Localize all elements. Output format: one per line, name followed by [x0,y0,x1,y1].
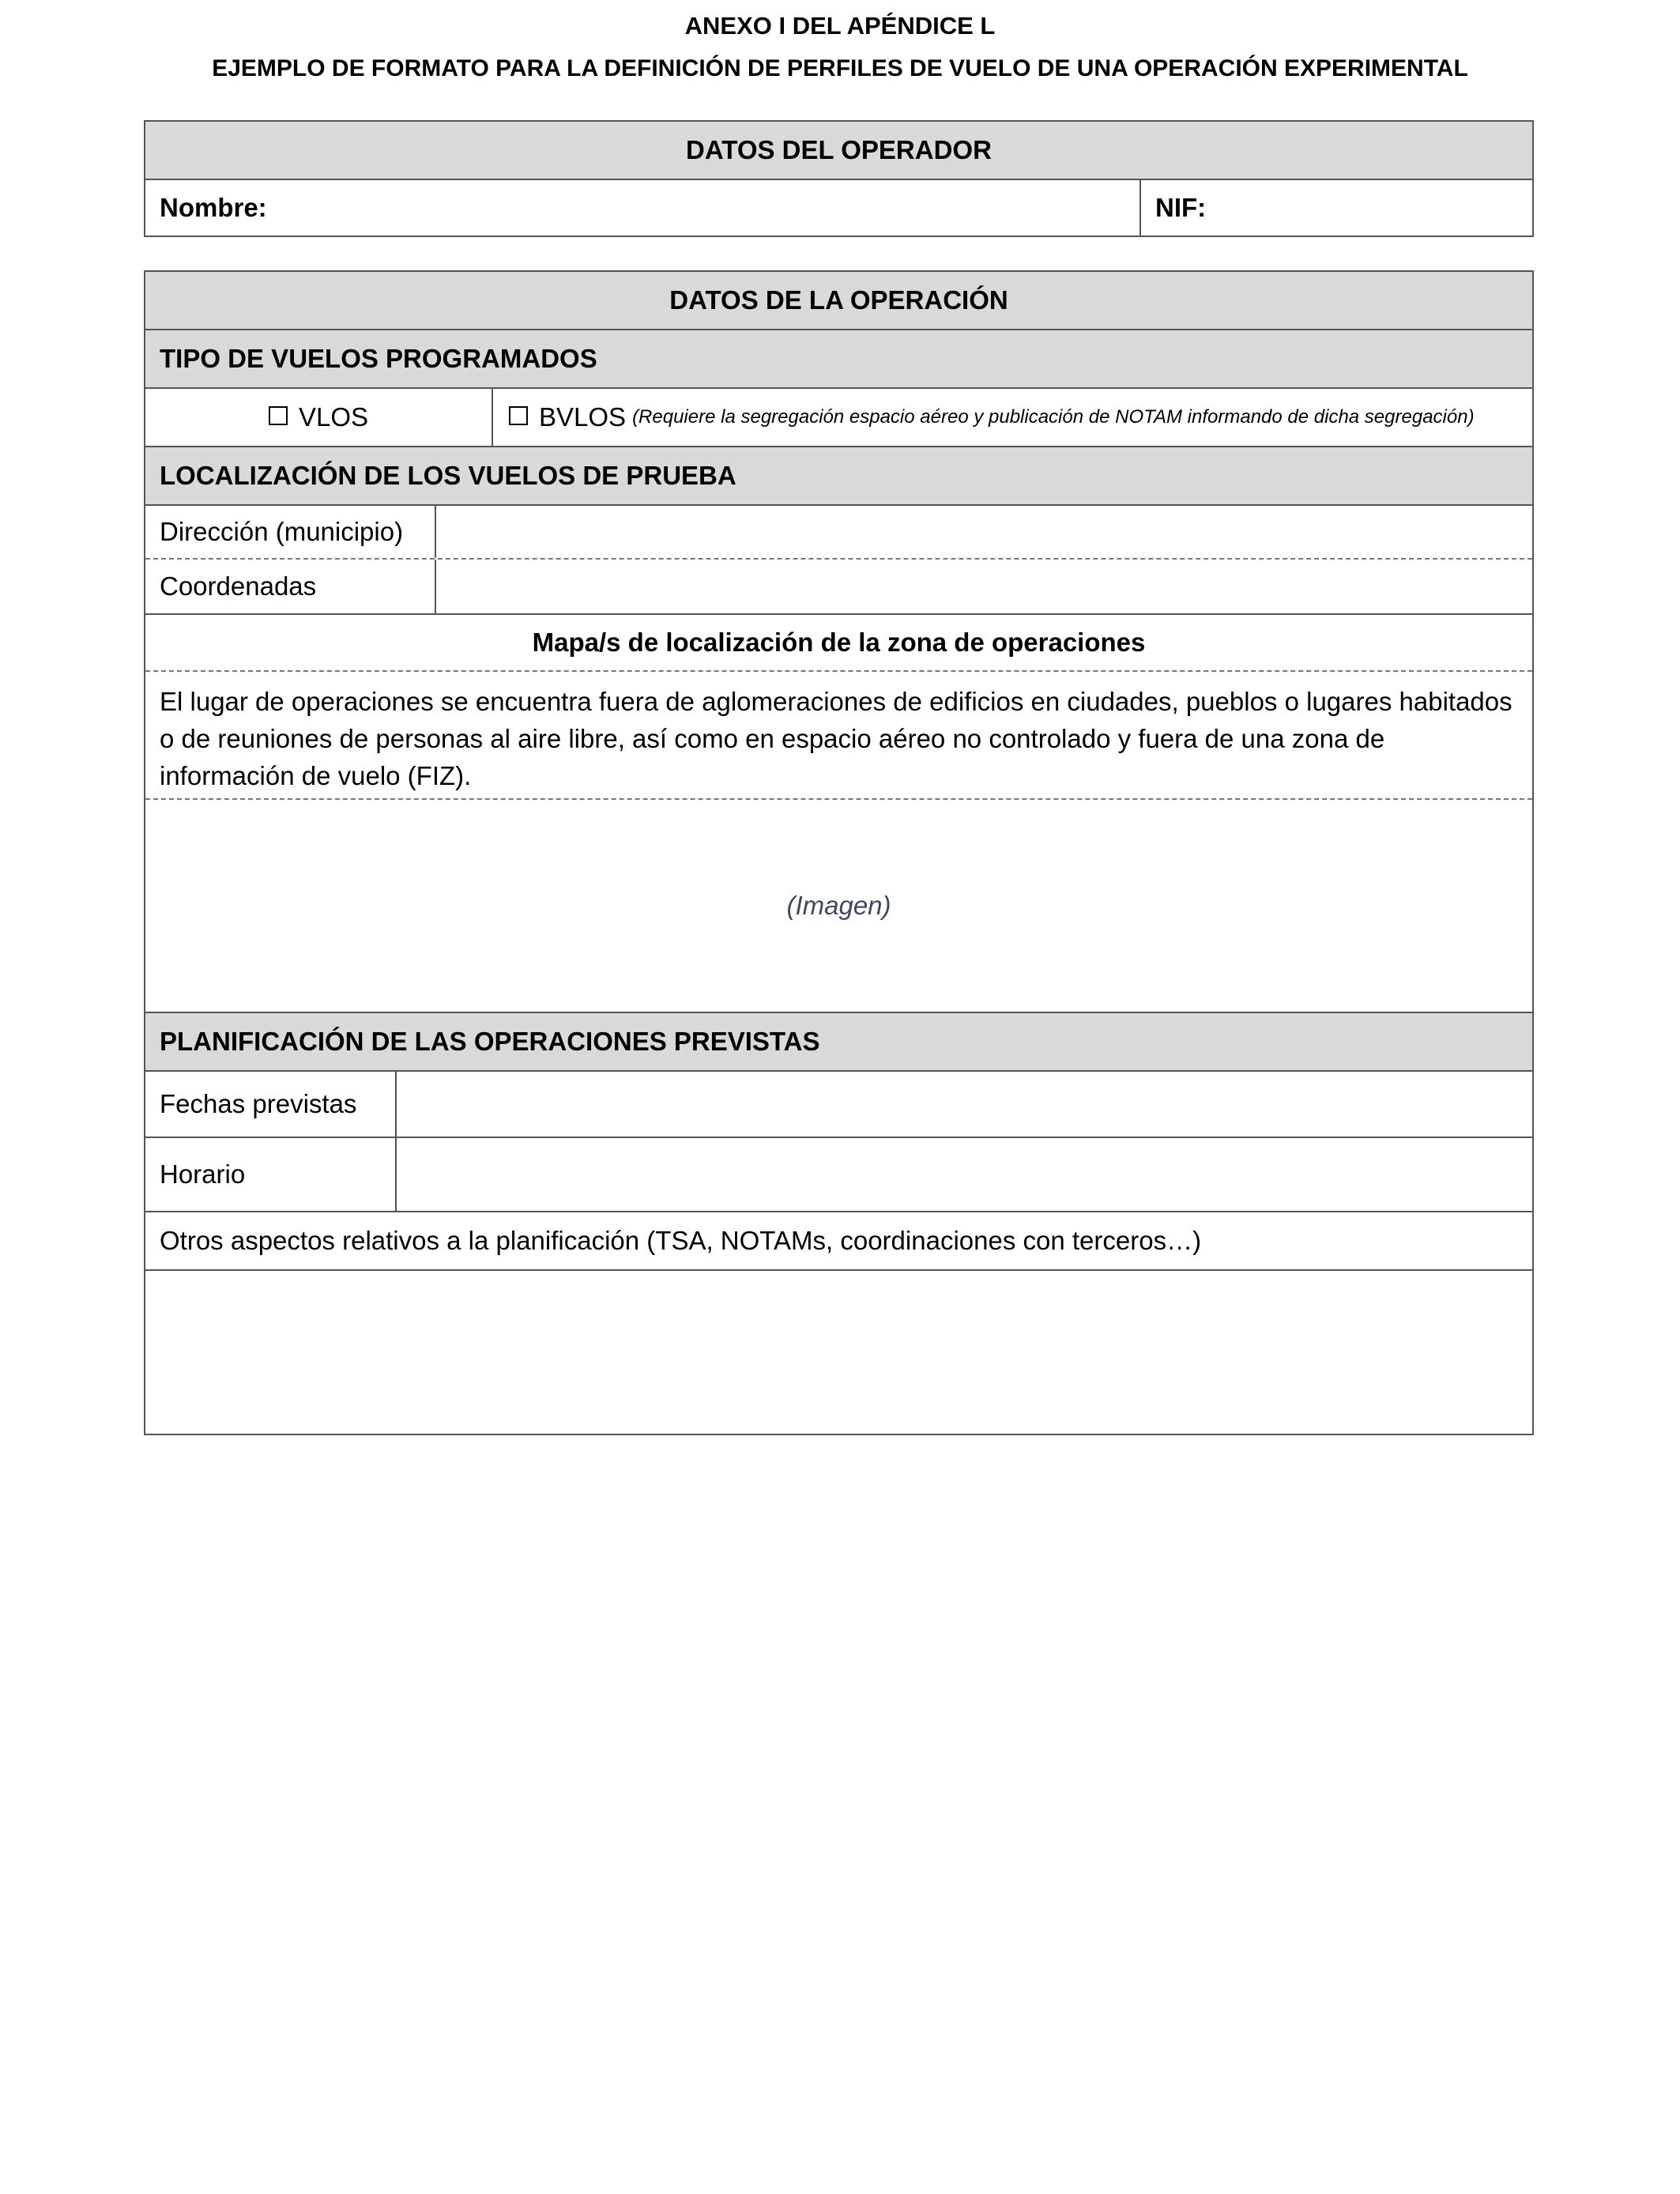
schedule-input[interactable] [397,1138,1532,1211]
map-image-area[interactable] [145,800,1532,1013]
flight-types-heading: TIPO DE VUELOS PROGRAMADOS [145,330,1532,389]
bvlos-label: BVLOS [539,402,627,432]
location-description: El lugar de operaciones se encuentra fuera de aglomeraciones de edificios en ciudades, pueblos o lugares habitados o de reuniones de personas al aire libre, así como en espacio aéreo no controlado y fuera de una zona de información de vuelo (FIZ). [145,672,1532,800]
planning-heading: PLANIFICACIÓN DE LAS OPERACIONES PREVISTAS [145,1013,1532,1072]
map-heading: Mapa/s de localización de la zona de operaciones [145,615,1532,672]
address-row [145,506,1532,560]
nif-label: NIF: [1155,193,1207,222]
operator-heading: DATOS DEL OPERADOR [145,122,1532,180]
vlos-label: VLOS [298,402,369,432]
operation-heading: DATOS DE LA OPERACIÓN [145,272,1532,330]
address-label: Dirección (municipio) [160,517,404,546]
bvlos-option[interactable] [493,389,1532,446]
dates-label: Fechas previstas [160,1089,357,1118]
schedule-label: Horario [160,1159,246,1189]
flight-types-row [145,389,1532,447]
name-field[interactable] [145,180,1139,236]
operator-table [144,120,1534,237]
nif-field[interactable] [1141,180,1532,236]
dates-row [145,1072,1532,1138]
image-placeholder: (Imagen) [786,891,891,920]
vlos-option[interactable] [145,389,492,446]
schedule-row [145,1138,1532,1212]
address-input[interactable] [436,506,1532,558]
bvlos-checkbox[interactable] [509,406,528,425]
document-title: ANEXO I DEL APÉNDICE L [684,12,996,40]
coords-row [145,560,1532,615]
dates-input[interactable] [397,1072,1532,1137]
operator-fields-row [145,180,1532,236]
document-subtitle: EJEMPLO DE FORMATO PARA LA DEFINICIÓN DE PERFILES DE VUELO DE UNA OPERACIÓN EXPERIMENTAL [212,55,1468,81]
name-label: Nombre: [160,193,267,222]
coords-input[interactable] [436,560,1532,613]
other-aspects-label: Otros aspectos relativos a la planificación (TSA, NOTAMs, coordinaciones con terceros…) [145,1212,1532,1271]
vlos-checkbox[interactable] [269,406,288,425]
coords-label: Coordenadas [160,571,317,601]
other-aspects-input[interactable] [145,1271,1532,1434]
location-heading: LOCALIZACIÓN DE LOS VUELOS DE PRUEBA [145,447,1532,506]
bvlos-note: (Requiere la segregación espacio aéreo y publicación de NOTAM informando de dicha segregación) [632,406,1475,428]
operation-table [144,270,1534,1435]
